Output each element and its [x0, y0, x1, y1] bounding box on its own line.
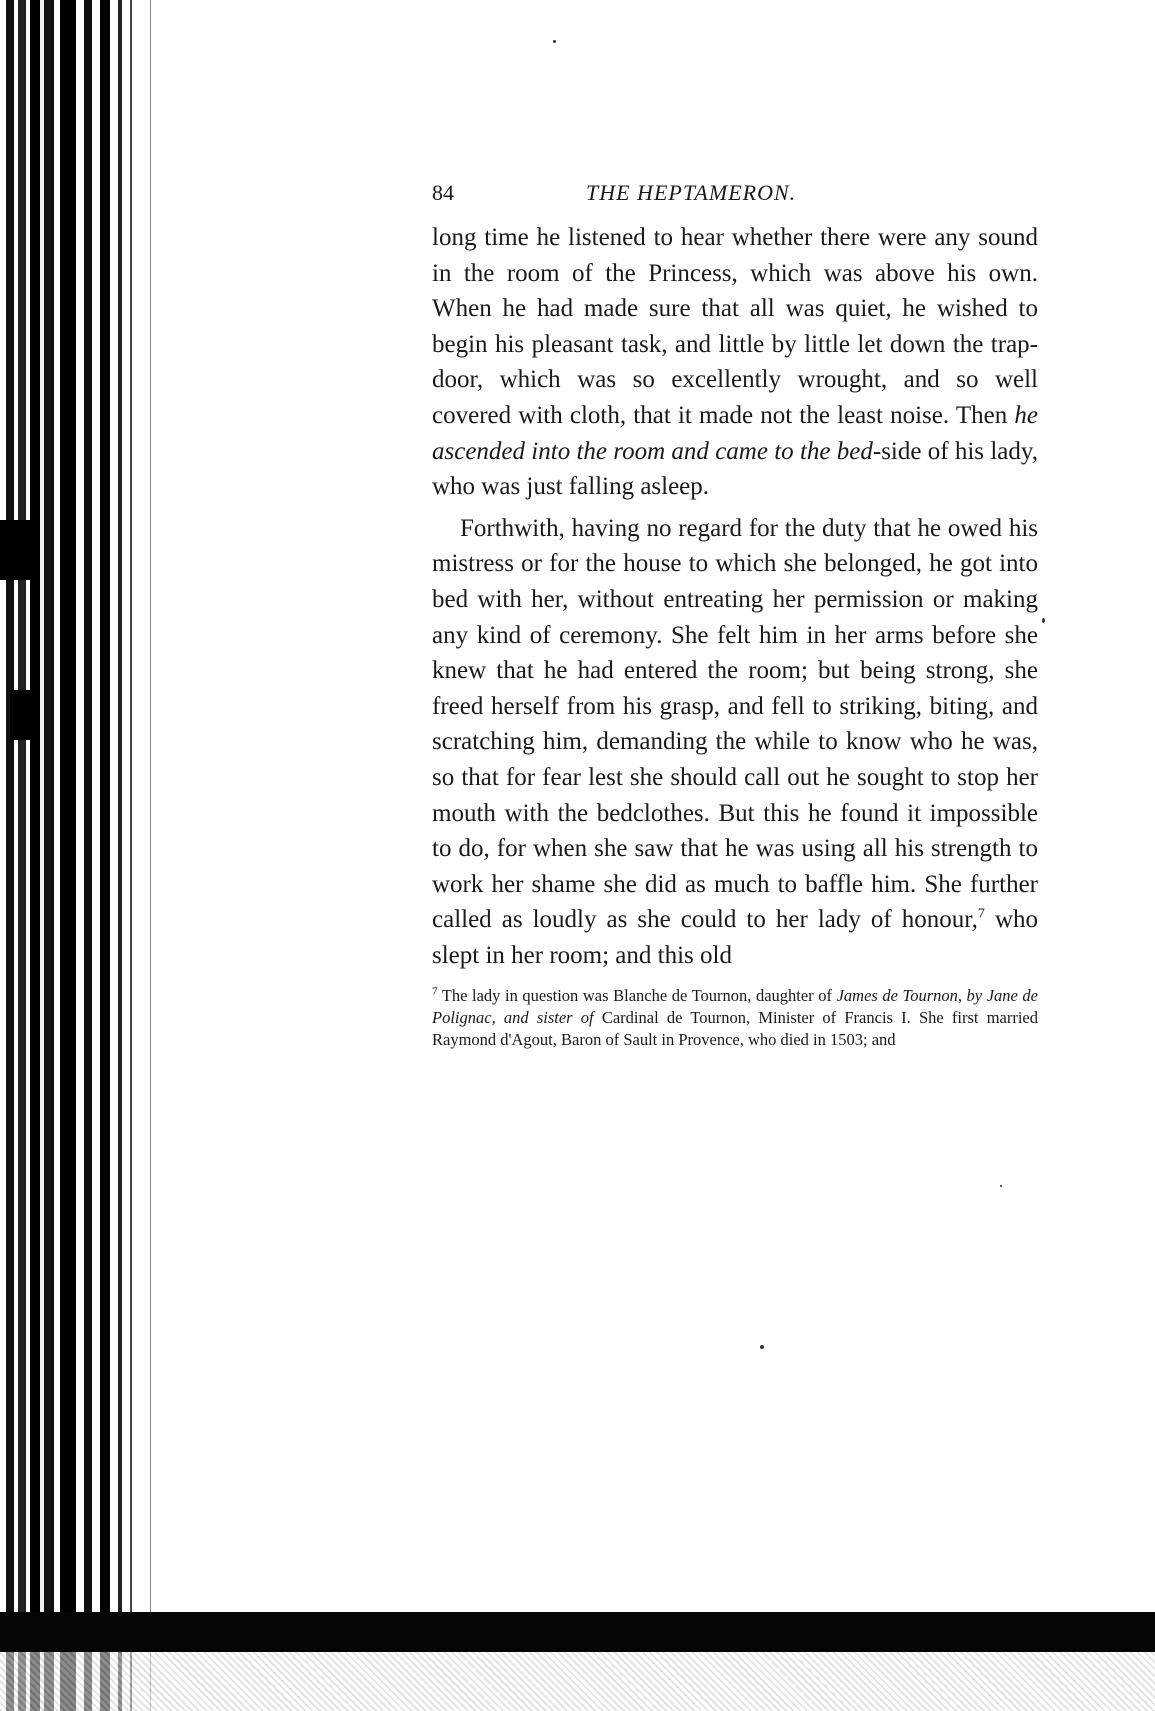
scanned-binding-edge	[0, 0, 160, 1711]
paragraph-text: side of his lady, who was just falling asleep.	[432, 437, 1038, 501]
footnote-text: Cardinal de Tournon, Minister of Francis I. She first married Raymond d'Agout, Baron of Sault in Provence, who died in 1503; and	[432, 1008, 1038, 1050]
paragraph-text: long time he listened to hear whether there were any sound in the room of the Princess, which was above his own. When he had made sure that all was quiet, he wished to begin his pleasant task, and little by little let down the trap-door, which was so excellently wrought, and so well covered with cloth, that it made not the least noise. Then	[432, 224, 1038, 429]
footnote-mark: 7	[432, 985, 438, 998]
running-title: THE HEPTAMERON.	[586, 180, 797, 205]
paragraph-continued	[432, 220, 1038, 505]
scan-speck	[1042, 618, 1045, 623]
binding-shadow-block	[10, 690, 32, 740]
page-header	[432, 180, 1038, 216]
page-number: 84	[432, 180, 454, 205]
scan-speck	[760, 1345, 764, 1349]
scan-bottom-shadow	[0, 1612, 1155, 1652]
footnote-reference: 7	[977, 906, 985, 922]
paragraph-text: Forthwith, having no regard for the duty that he owed his mistress or for the house to which she belonged, he got into bed with her, without entreating her permission or making any kind of ceremony. She felt him in her arms before she knew that he had entered the room; but being strong, she freed herself from his grasp, and fell to striking, biting, and scratching him, demanding the while to know who he was, so that for fear lest she should call out he sought to stop her mouth with the bedclothes. But this he found it impossible to do, for when she saw that he was using all his strength to work her shame she did as much to baffle him. She further called as loudly as she could to her lady of honour,	[432, 514, 1038, 934]
body-text	[432, 220, 1038, 973]
scan-speck	[553, 40, 556, 43]
scan-speck	[1000, 1185, 1002, 1187]
paragraph	[432, 511, 1038, 974]
scan-bottom-noise	[0, 1652, 1155, 1711]
binding-shadow-block	[0, 520, 40, 580]
paragraph-text: who slept in her room; and this old	[432, 906, 1038, 969]
footnote-text: The lady in question was Blanche de Tournon, daughter of	[437, 986, 837, 1006]
paragraph-italic-text: he ascended into the room and came to the bed-	[432, 401, 1038, 465]
footnote-italic-text: James de Tournon, by Jane de Polignac, and sister of	[432, 986, 1038, 1028]
book-page	[432, 180, 1038, 1051]
footnote	[432, 985, 1038, 1051]
